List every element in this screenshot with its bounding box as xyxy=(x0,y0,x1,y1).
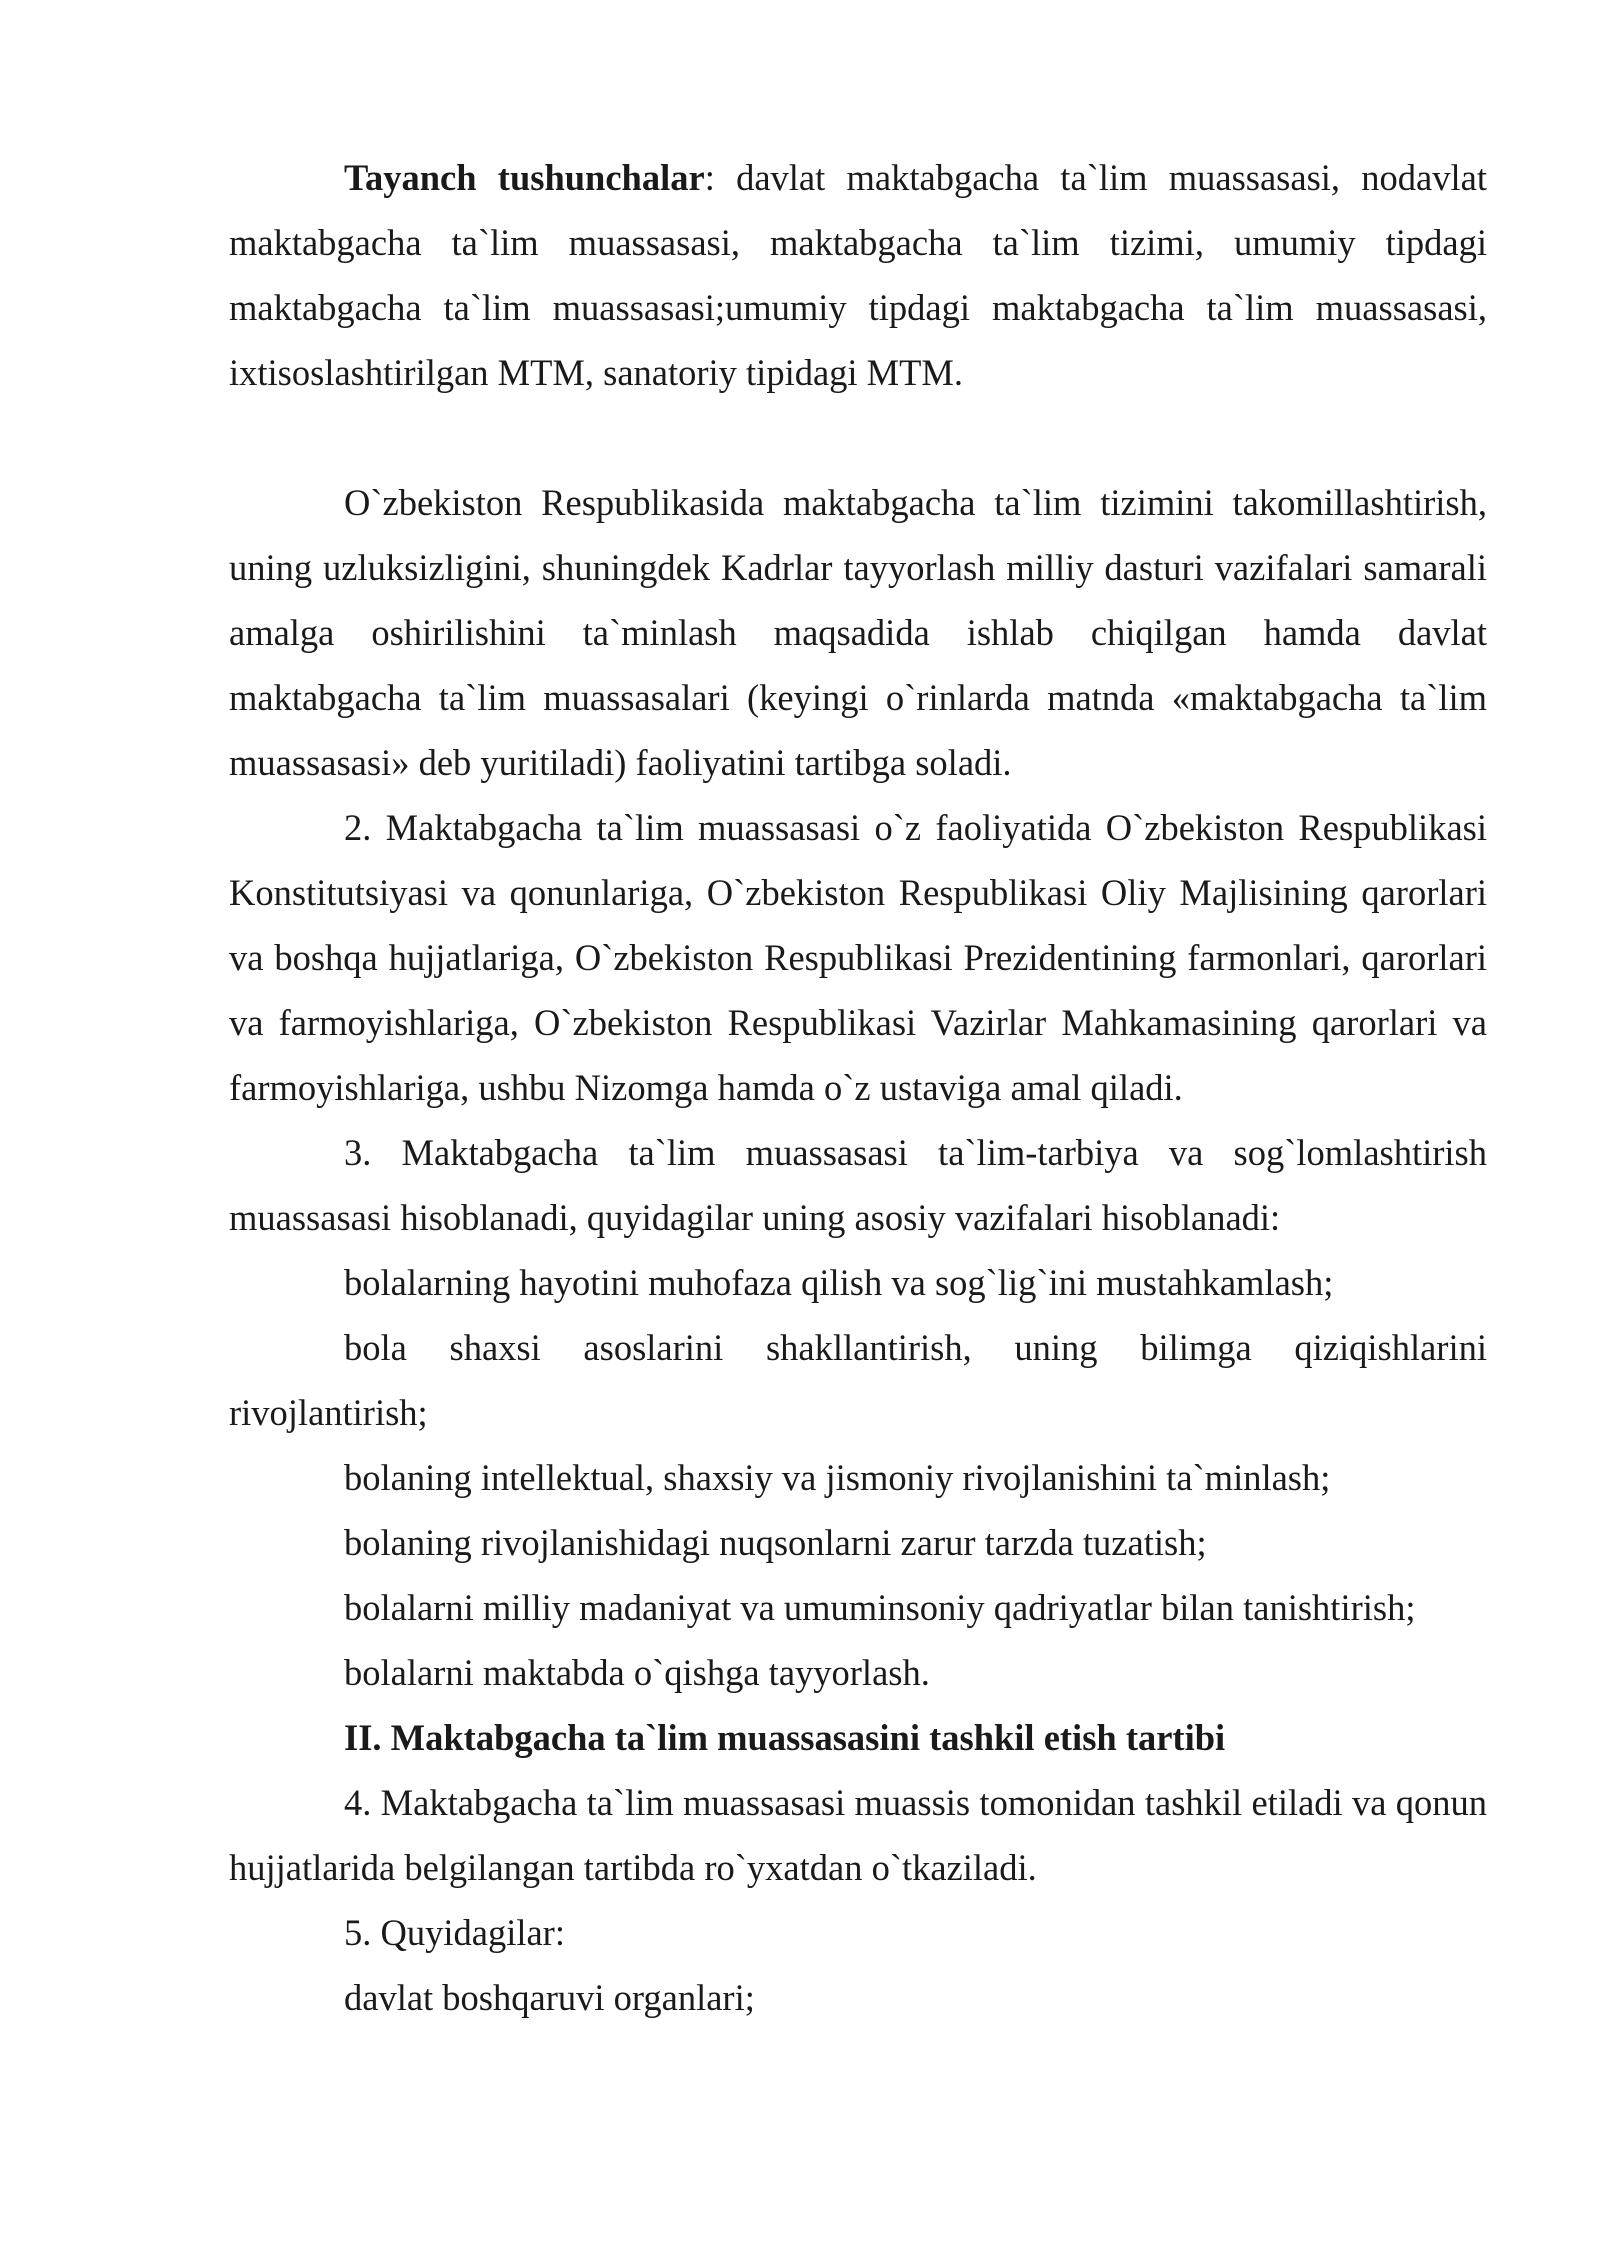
key-concepts-paragraph xyxy=(229,145,1487,405)
task-item: bola shaxsi asoslarini shakllantirish, uning bilimga qiziqishlarini rivojlantirish; xyxy=(229,1327,1487,1433)
document-page xyxy=(229,145,1487,2030)
key-concepts-text: : davlat maktabgacha ta`lim muassasasi, nodavlat maktabgacha ta`lim muassasasi, maktabgacha ta`lim tizimi, umumiy tipdagi maktabgacha ta`lim muassasasi;umumiy tipdagi maktabgacha ta`lim muassasasi, ixtisoslashtirilgan MTM, sanatoriy tipidagi MTM. xyxy=(229,157,1487,393)
section-heading: II. Maktabgacha ta`lim muassasasini tashkil etish tartibi xyxy=(344,1717,1226,1758)
paragraph-2: 2. Maktabgacha ta`lim muassasasi o`z faoliyatida O`zbekiston Respublikasi Konstitutsiyasi va qonunlariga, O`zbekiston Respublikasi Oliy Majlisining qarorlari va boshqa hujjatlariga, O`zbekiston Respublikasi Prezidentining farmonlari, qarorlari va farmoyishlariga, O`zbekiston Respublikasi Vazirlar Mahkamasining qarorlari va farmoyishlariga, ushbu Nizomga hamda o`z ustaviga amal qiladi. xyxy=(229,807,1487,1108)
task-item: bolalarning hayotini muhofaza qilish va sog`lig`ini mustahkamlash; xyxy=(344,1262,1334,1303)
paragraph-4: 4. Maktabgacha ta`lim muassasasi muassis tomonidan tashkil etiladi va qonun hujjatlarida belgilangan tartibda ro`yxatdan o`tkaziladi. xyxy=(229,1782,1487,1888)
task-item: bolalarni maktabda o`qishga tayyorlash. xyxy=(344,1652,930,1693)
paragraph-5: 5. Quyidagilar: xyxy=(344,1912,565,1953)
paragraph-1: O`zbekiston Respublikasida maktabgacha ta`lim tizimini takomillashtirish, uning uzluksizligini, shuningdek Kadrlar tayyorlash milliy dasturi vazifalari samarali amalga oshirilishini ta`minlash maqsadida ishlab chiqilgan hamda davlat maktabgacha ta`lim muassasalari (keyingi o`rinlarda matnda «maktabgacha ta`lim muassasasi» deb yuritiladi) faoliyatini tartibga soladi. xyxy=(229,482,1487,783)
task-item: bolaning intellektual, shaxsiy va jismoniy rivojlanishini ta`minlash; xyxy=(344,1457,1331,1498)
key-concepts-term: Tayanch tushunchalar xyxy=(344,157,705,198)
paragraph-3: 3. Maktabgacha ta`lim muassasasi ta`lim-tarbiya va sog`lomlashtirish muassasasi hisoblanadi, quyidagilar uning asosiy vazifalari hisoblanadi: xyxy=(229,1132,1487,1238)
paragraph-spacer xyxy=(229,405,1487,470)
task-item: bolaning rivojlanishidagi nuqsonlarni zarur tarzda tuzatish; xyxy=(344,1522,1207,1563)
task-item: bolalarni milliy madaniyat va umuminsoniy qadriyatlar bilan tanishtirish; xyxy=(344,1587,1416,1628)
founder-item: davlat boshqaruvi organlari; xyxy=(344,1977,755,2018)
